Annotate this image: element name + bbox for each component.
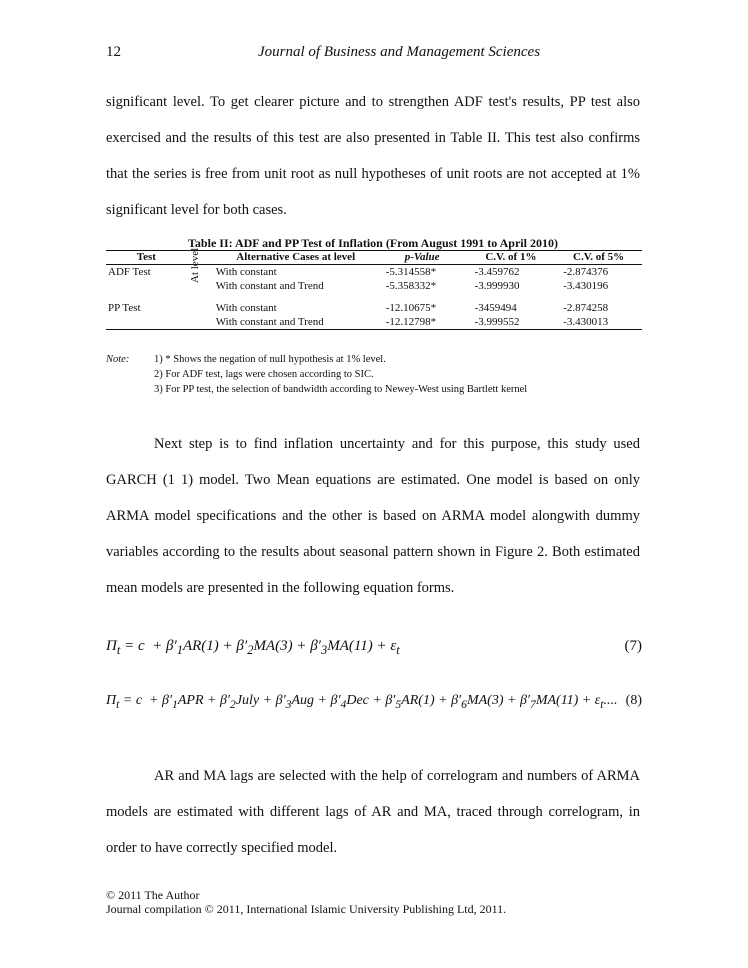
note-item: 3) For PP test, the selection of bandwidth according to Newey-West using Bartlett kernel bbox=[154, 384, 528, 395]
footer bbox=[106, 888, 506, 916]
cell-case: With constant bbox=[215, 266, 277, 278]
cell-cv1: -3.459762 bbox=[474, 266, 520, 278]
col-p-value: p-Value bbox=[378, 251, 467, 265]
col-cv-1: C.V. of 1% bbox=[467, 251, 556, 265]
cell-blank bbox=[187, 315, 214, 330]
journal-title: Journal of Business and Management Sciences bbox=[258, 44, 541, 60]
cell-case: With constant and Trend bbox=[215, 280, 324, 292]
table-row bbox=[106, 265, 642, 280]
cell-blank bbox=[187, 293, 214, 315]
vertical-label-at-level: At level bbox=[189, 247, 201, 283]
equation-7 bbox=[106, 638, 642, 658]
cell-p: -5.314558* bbox=[385, 266, 437, 278]
col-alternative: Alternative Cases at level bbox=[214, 251, 378, 265]
table-caption: Table II: ADF and PP Test of Inflation (From August 1991 to April 2010) bbox=[188, 236, 558, 250]
cell-case: With constant bbox=[215, 302, 277, 314]
note-item: 1) * Shows the negation of null hypothesis at 1% level. bbox=[154, 354, 386, 365]
cell-cv5: -2.874376 bbox=[563, 266, 609, 278]
paragraph-unit-root: significant level. To get clearer picture and to strengthen ADF test's results, PP test also exercised and the results of this test are also presented in Table II. This test also confirms that the series is free from unit root as null hypotheses of unit roots are not accepted at 1% significant level for both cases. bbox=[106, 94, 640, 218]
note-item: 2) For ADF test, lags were chosen according to SIC. bbox=[154, 369, 374, 380]
paragraph-ar-ma: AR and MA lags are selected with the help of correlogram and numbers of ARMA models are estimated with different lags of AR and MA, traced through correlogram, in order to have correctly specified model. bbox=[106, 768, 640, 856]
table-header-row bbox=[106, 251, 642, 265]
cell-cv5: -2.874258 bbox=[563, 302, 609, 314]
equation-7-body: $\Pi_t = c + \beta'_1AR(1) + \beta'_2MA(3) + \beta'_3MA(11) + \varepsilon_t$ bbox=[106, 638, 400, 657]
notes-label: Note: bbox=[106, 354, 130, 365]
cell-cv1: -3459494 bbox=[474, 302, 517, 314]
table-row bbox=[106, 279, 642, 293]
cell-test: ADF Test bbox=[108, 266, 151, 278]
table-row bbox=[106, 315, 642, 330]
equation-8-body: $\Pi_t = c + \beta'_1APR$ + $\beta'_2July + \beta'_3Aug + \beta'_4Dec + \beta'_5AR(1) + \beta'_6MA(3) + \beta'_7MA(11) + \varepsilon_t$.... bbox=[106, 693, 618, 711]
cell-cv1: -3.999552 bbox=[467, 315, 556, 330]
cell-cv1: -3.999930 bbox=[474, 280, 520, 292]
cell-cv5: -3.430196 bbox=[563, 280, 609, 292]
equation-8 bbox=[106, 693, 642, 711]
cell-cv5: -3.430013 bbox=[555, 315, 642, 330]
unit-root-table bbox=[106, 247, 642, 330]
cell-p: -5.358332* bbox=[385, 280, 437, 292]
footer-journal-compilation: Journal compilation © 2011, International Islamic University Publishing Ltd, 2011. bbox=[106, 902, 507, 916]
cell-p: -12.10675* bbox=[385, 302, 437, 314]
equation-7-number: (7) bbox=[624, 638, 642, 654]
cell-test bbox=[106, 315, 187, 330]
page-number: 12 bbox=[106, 44, 121, 60]
footer-copyright: © 2011 The Author bbox=[106, 888, 200, 902]
col-cv-5: C.V. of 5% bbox=[555, 251, 642, 265]
table-row bbox=[106, 293, 642, 315]
cell-p: -12.12798* bbox=[378, 315, 467, 330]
cell-case: With constant and Trend bbox=[214, 315, 378, 330]
equation-8-number: (8) bbox=[625, 693, 642, 708]
col-test: Test bbox=[106, 251, 187, 265]
paragraph-garch: Next step is to find inflation uncertainty and for this purpose, this study used GARCH (1 1) model. Two Mean equations are estimated. One model is based on only ARMA model specifications and the other is based on ARMA model alongwith dummy variables according to the results about seasonal pattern shown in Figure 2. Both estimated mean models are presented in the following equation forms. bbox=[106, 436, 640, 596]
cell-test bbox=[106, 279, 187, 293]
cell-test: PP Test bbox=[108, 302, 141, 314]
